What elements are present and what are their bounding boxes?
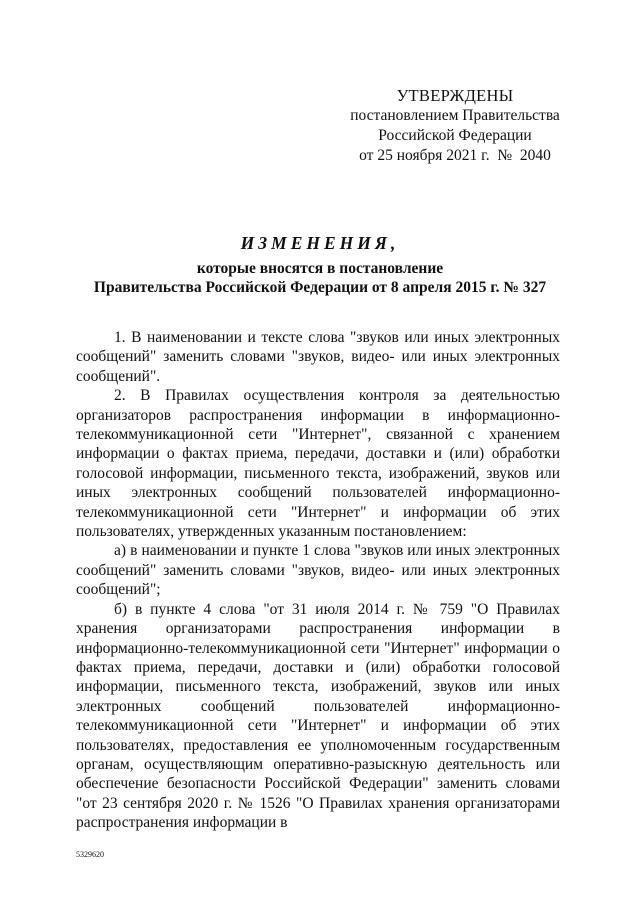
document-body — [76, 328, 560, 833]
document-subtitle — [60, 259, 580, 297]
subtitle-line-1: которые вносятся в постановление — [196, 260, 444, 277]
paragraph-2b: б) в пункте 4 слова "от 31 июля 2014 г. № 759 "О Правилах хранения организаторами распространения информации в информационно-телекоммуникационной сети "Интернет" информации о фактах приема, передачи, доставки и (или) обработки голосовой информации, письменного текста, изображений, звуков или иных электронных сообщений пользователей информационно-телекоммуникационной сети "Интернет" и информации об этих пользователях, предоставления ее уполномоченным государственным органам, осуществляющим оперативно-разыскную деятельность или обеспечение безопасности Российской Федерации" заменить словами "от 23 сентября 2020 г. № 1526 "О Правилах хранения организаторами распространения информации в — [76, 600, 560, 832]
document-title: ИЗМЕНЕНИЯ, — [240, 233, 400, 253]
approval-line-1: постановлением Правительства — [350, 107, 560, 124]
document-code: 5329620 — [76, 850, 104, 859]
paragraph-2: 2. В Правилах осуществления контроля за деятельностью организаторов распространения информации в информационно-телекоммуникационной сети "Интернет", связанной с хранением информации о фактах приема, передачи, доставки и (или) обработки голосовой информации, письменного текста, изображений, звуков или иных электронных сообщений пользователей информационно-телекоммуникационной сети "Интернет" и информации об этих пользователях, утвержденных указанным постановлением: — [76, 387, 560, 541]
paragraph-2a: а) в наименовании и пункте 1 слова "звуков или иных электронных сообщений" заменить словами "звуков, видео- или иных электронных сообщений"; — [76, 542, 560, 599]
document-title-block — [60, 232, 580, 297]
approval-block — [330, 86, 580, 166]
approval-line-3: от 25 ноября 2021 г. № 2040 — [359, 147, 551, 164]
paragraph-1: 1. В наименовании и тексте слова "звуков или иных электронных сообщений" заменить словами "звуков, видео- или иных электронных сообщений". — [76, 329, 560, 385]
approval-line-2: Российской Федерации — [378, 127, 532, 144]
subtitle-line-2: Правительства Российской Федерации от 8 апреля 2015 г. № 327 — [93, 279, 547, 296]
approval-heading: УТВЕРЖДЕНЫ — [396, 86, 514, 105]
